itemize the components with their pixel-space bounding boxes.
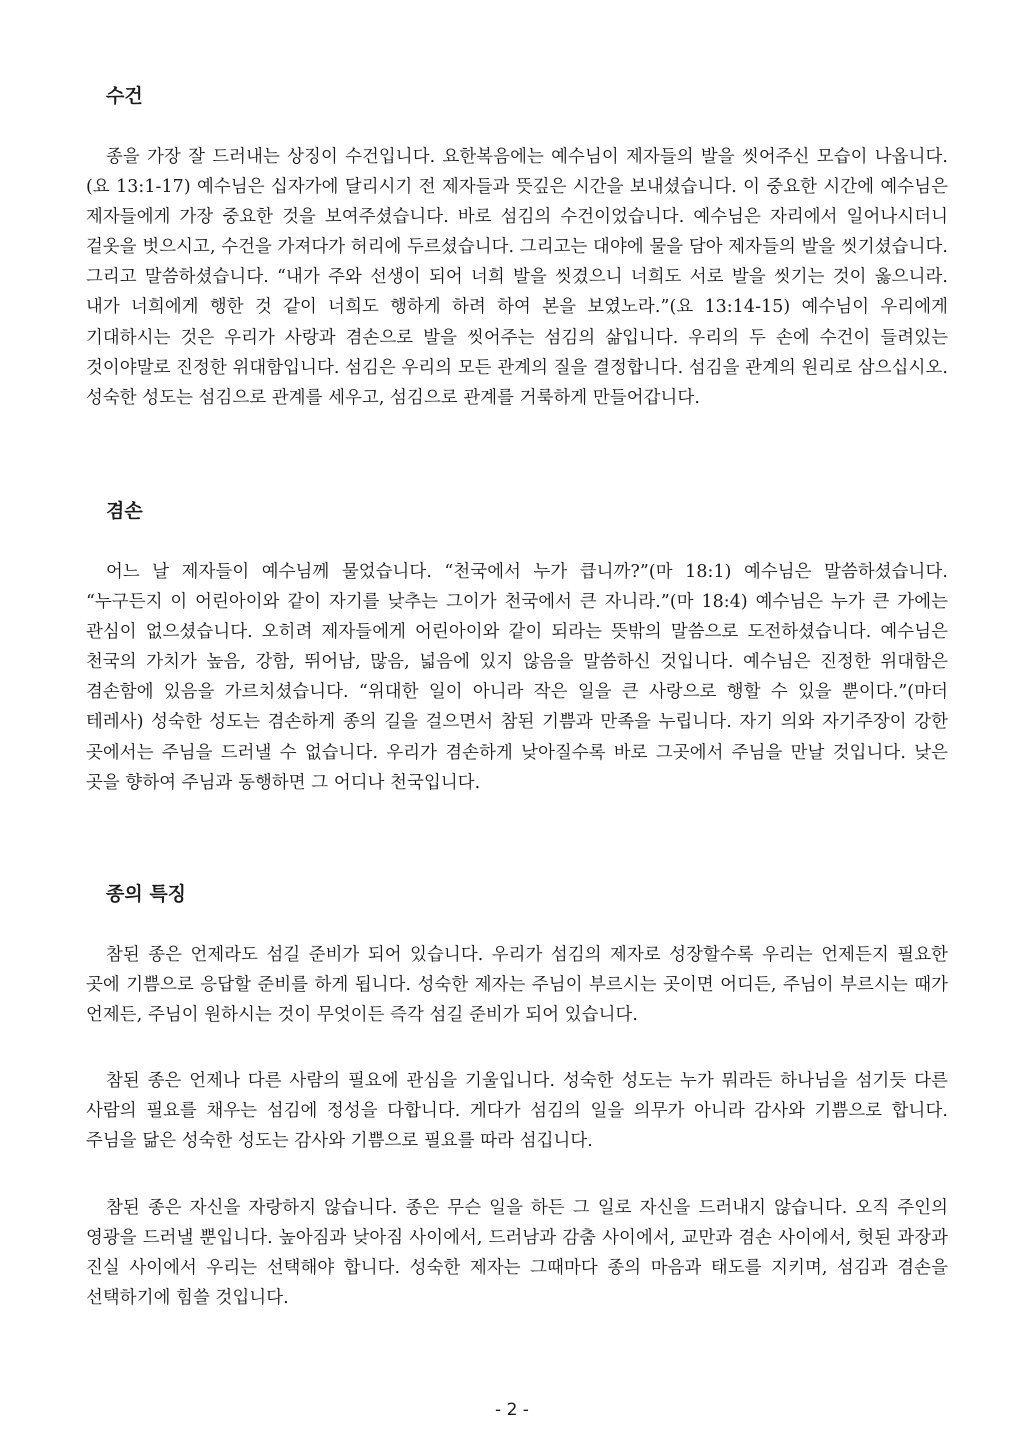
- paragraph-servant-attentive: 참된 종은 언제나 다른 사람의 필요에 관심을 기울입니다. 성숙한 성도는 누가 뭐라든 하나님을 섬기듯 다른 사람의 필요를 채우는 섬김에 정성을 다합니다. 게다가 섬김의 일을 의무가 아니라 감사와 기쁨으로 합니다. 주님을 닮은 성숙한 성도는 감사와 기쁨으로 필요를 따라 섬깁니다.: [86, 1071, 948, 1152]
- paragraph-humility: 어느 날 제자들이 예수님께 물었습니다. “천국에서 누가 큽니까?”(마 18:1) 예수님은 말씀하셨습니다. “누구든지 이 어린아이와 같이 자기를 낮추는 그이가 천국에서 큰 자니라.”(마 18:4) 예수님은 누가 큰 가에는 관심이 없으셨습니다. 오히려 제자들에게 어린아이와 같이 되라는 뜻밖의 말씀으로 도전하셨습니다. 예수님은 천국의 가치가 높음, 강함, 뛰어남, 많음, 넓음에 있지 않음을 말씀하신 것입니다. 예수님은 진정한 위대함은 겸손함에 있음을 가르치셨습니다. “위대한 일이 아니라 작은 일을 큰 사랑으로 행할 수 있을 뿐이다.”(마더 테레사) 성숙한 성도는 겸손하게 종의 길을 걸으면서 참된 기쁨과 만족을 누립니다. 자기 의와 자기주장이 강한 곳에서는 주님을 드러낼 수 없습니다. 우리가 겸손하게 낮아질수록 바로 그곳에서 주님을 만날 것입니다. 낮은 곳을 향하여 주님과 동행하면 그 어디나 천국입니다.: [86, 562, 948, 793]
- paragraph-servant-humble: 참된 종은 자신을 자랑하지 않습니다. 종은 무슨 일을 하든 그 일로 자신을 드러내지 않습니다. 오직 주인의 영광을 드러낼 뿐입니다. 높아짐과 낮아짐 사이에서, 드러남과 감춤 사이에서, 교만과 겸손 사이에서, 헛된 과장과 진실 사이에서 우리는 선택해야 합니다. 성숙한 제자는 그때마다 종의 마음과 태도를 지키며, 섬김과 겸손을 선택하기에 힘쓸 것입니다.: [86, 1198, 948, 1309]
- section-heading-humility: 겸손: [106, 500, 143, 522]
- section-heading-servant-traits: 종의 특징: [106, 883, 187, 905]
- paragraph-servant-ready: 참된 종은 언제라도 섬길 준비가 되어 있습니다. 우리가 섬김의 제자로 성장할수록 우리는 언제든지 필요한 곳에 기쁨으로 응답할 준비를 하게 됩니다. 성숙한 제자는 주님이 부르시는 곳이면 어디든, 주님이 부르시는 때가 언제든, 주님이 원하시는 것이 무엇이든 즉각 섬길 준비가 되어 있습니다.: [86, 945, 948, 1026]
- section-heading-towel: 수건: [106, 85, 143, 107]
- page-number: - 2 -: [495, 1400, 529, 1420]
- paragraph-towel: 종을 가장 잘 드러내는 상징이 수건입니다. 요한복음에는 예수님이 제자들의 발을 씻어주신 모습이 나옵니다.(요 13:1-17) 예수님은 십자가에 달리시기 전 제자들과 뜻깊은 시간을 보내셨습니다. 이 중요한 시간에 예수님은 제자들에게 가장 중요한 것을 보여주셨습니다. 바로 섬김의 수건이었습니다. 예수님은 자리에서 일어나시더니 겉옷을 벗으시고, 수건을 가져다가 허리에 두르셨습니다. 그리고는 대야에 물을 담아 제자들의 발을 씻기셨습니다. 그리고 말씀하셨습니다. “내가 주와 선생이 되어 너희 발을 씻겼으니 너희도 서로 발을 씻기는 것이 옳으니라. 내가 너희에게 행한 것 같이 너희도 행하게 하려 하여 본을 보였노라.”(요 13:14-15) 예수님이 우리에게 기대하시는 것은 우리가 사랑과 겸손으로 발을 씻어주는 섬김의 삶입니다. 우리의 두 손에 수건이 들려있는 것이야말로 진정한 위대함입니다. 섬김은 우리의 모든 관계의 질을 결정합니다. 섬김을 관계의 원리로 삼으십시오. 성숙한 성도는 섬김으로 관계를 세우고, 섬김으로 관계를 거룩하게 만들어갑니다.: [86, 147, 948, 408]
